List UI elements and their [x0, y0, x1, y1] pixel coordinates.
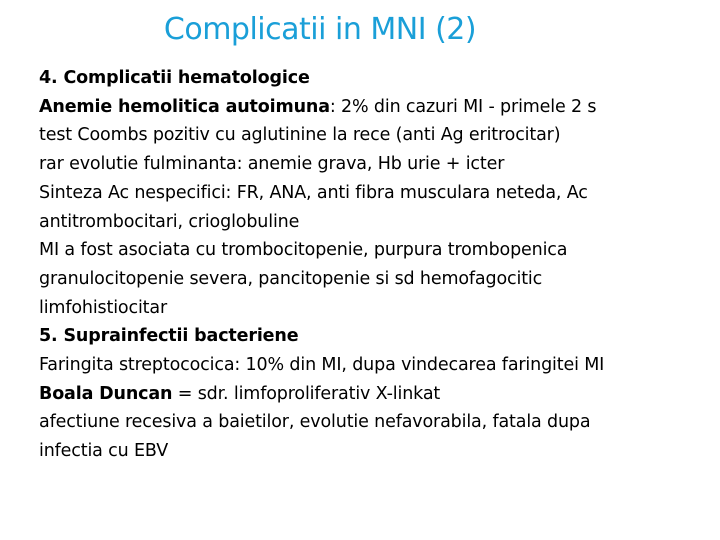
text-line [39, 150, 699, 179]
line-text: afectiune recesiva a baietilor, evolutie nefavorabila, fatala dupa [39, 412, 591, 433]
section-heading-bacterial [39, 322, 699, 351]
slide-title: Complicatii in MNI (2) [163, 12, 477, 47]
text-line [39, 408, 699, 437]
line-text: limfohistiocitar [39, 297, 168, 318]
bold-text: Anemie hemolitica autoimuna [39, 96, 330, 117]
line-text: infectia cu EBV [39, 441, 169, 462]
text-line [39, 179, 699, 208]
line-text: antitrombocitari, crioglobuline [39, 211, 300, 232]
text-line [39, 121, 699, 150]
section-heading-hematologic [39, 64, 699, 93]
text-line [39, 437, 699, 466]
line-text: = sdr. limfoproliferativ X-linkat [172, 383, 441, 404]
text-line [39, 380, 699, 409]
line-text: Sinteza Ac nespecifici: FR, ANA, anti fibra musculara neteda, Ac [39, 182, 588, 203]
text-line [39, 351, 699, 380]
text-line [39, 93, 699, 122]
line-text: rar evolutie fulminanta: anemie grava, Hb urie + icter [39, 154, 505, 175]
text-line [39, 236, 699, 265]
slide-body [39, 64, 699, 466]
text-line [39, 294, 699, 323]
line-text: test Coombs pozitiv cu aglutinine la rece (anti Ag eritrocitar) [39, 125, 561, 146]
line-text: granulocitopenie severa, pancitopenie si sd hemofagocitic [39, 268, 543, 289]
text-line [39, 208, 699, 237]
bold-text: Boala Duncan [39, 383, 173, 404]
bold-text: 4. Complicatii hematologice [39, 68, 310, 88]
bold-text: 5. Suprainfectii bacteriene [39, 326, 299, 347]
line-text: : 2% din cazuri MI - primele 2 s [329, 96, 597, 117]
line-text: MI a fost asociata cu trombocitopenie, purpura trombopenica [39, 240, 568, 261]
text-line [39, 265, 699, 294]
line-text: Faringita streptococica: 10% din MI, dupa vindecarea faringitei MI [39, 355, 605, 376]
